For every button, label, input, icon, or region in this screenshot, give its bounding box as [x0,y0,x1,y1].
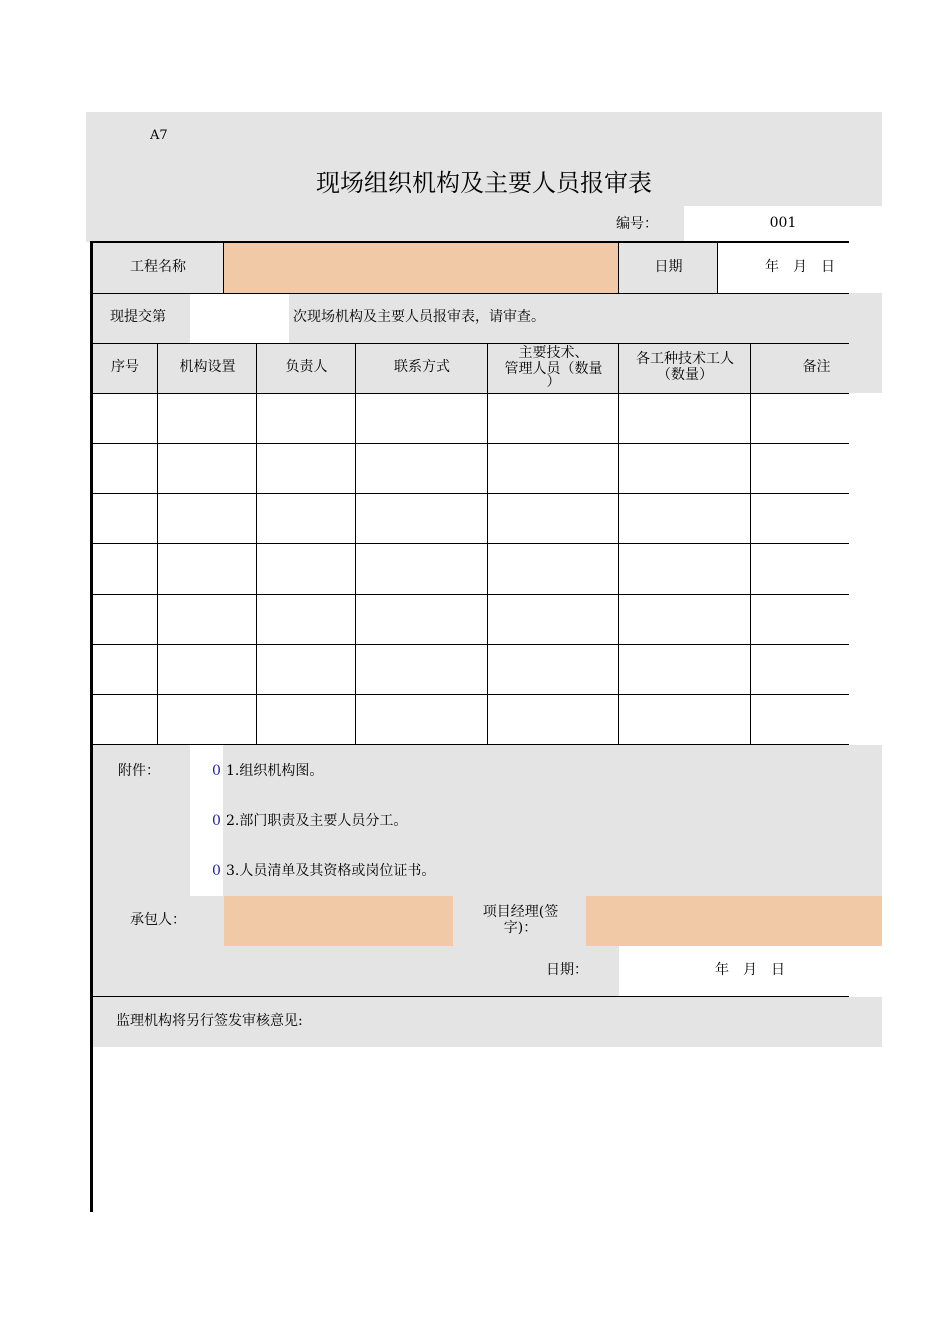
number-row [86,206,684,242]
hline [92,493,849,494]
vline [487,343,488,745]
col-header-workers-line1: 各工种技术工人 [636,351,734,367]
form-code: A7 [150,128,168,143]
col-header-workers [619,343,751,393]
vline [223,243,224,293]
col-header-index: 序号 [111,359,139,376]
table-row[interactable] [92,494,849,544]
project-name-label: 工程名称 [130,259,186,276]
hline [92,293,849,294]
col-header-staff-line2: 管理人员（数量 [504,361,603,377]
signature-date-row [92,946,619,996]
number-label: 编号： [616,216,658,232]
attachment-item: 1.组织机构图。 [226,763,324,779]
submission-suffix: 次现场机构及主要人员报审表，请审查。 [293,309,545,326]
submission-prefix: 现提交第 [110,309,166,326]
project-date-label: 日期 [654,259,683,276]
hline [92,694,849,695]
hline [92,543,849,544]
vline [256,343,257,745]
col-header-org: 机构设置 [179,359,236,376]
table-row[interactable] [92,594,849,644]
hline [92,744,849,745]
table-row[interactable] [92,645,849,695]
project-name-field[interactable] [224,243,619,293]
table-row[interactable] [92,444,849,494]
pm-signature-field[interactable] [586,896,882,946]
col-header-workers-line2: （数量） [657,367,713,383]
col-header-staff-line3: ） [546,374,561,390]
signature-date-value: 年 月 日 [715,962,785,979]
project-date-value: 年 月 日 [765,259,835,276]
table-row[interactable] [92,394,849,444]
hline [92,594,849,595]
number-value: 001 [769,215,797,232]
attachment-count[interactable]: 0 [212,813,221,829]
supervision-label: 监理机构将另行签发审核意见: [116,1013,303,1030]
left-border [90,242,93,1212]
attachment-count[interactable]: 0 [212,863,221,879]
vline [157,343,158,745]
vline [750,343,751,745]
page-title: 现场组织机构及主要人员报审表 [316,168,652,197]
hline [92,393,849,394]
col-header-staff [488,343,619,393]
attachment-item: 3.人员清单及其资格或岗位证书。 [226,863,436,879]
hline [92,644,849,645]
col-header-lead: 负责人 [285,359,328,376]
attachment-item: 2.部门职责及主要人员分工。 [226,813,408,829]
signature-date-label: 日期： [546,962,588,979]
pm-label [455,904,586,936]
attachments-label: 附件： [118,763,160,779]
attachment-count[interactable]: 0 [212,763,221,779]
pm-label-line2: 字)： [503,920,538,936]
hline [92,343,849,344]
vline [618,243,619,293]
table-row[interactable] [92,544,849,594]
vline [618,343,619,745]
hline [92,443,849,444]
table-row[interactable] [92,695,849,745]
vline [355,343,356,745]
contractor-field[interactable] [224,896,453,946]
hline [92,996,849,997]
col-header-staff-line1: 主要技术、 [518,345,589,361]
pm-label-line1: 项目经理(签 [482,904,559,920]
top-border [90,241,849,243]
col-header-contact: 联系方式 [394,359,450,376]
submission-number-field[interactable] [190,293,289,343]
col-header-remark: 备注 [802,359,831,376]
vline [717,243,718,293]
contractor-label: 承包人： [130,912,186,929]
